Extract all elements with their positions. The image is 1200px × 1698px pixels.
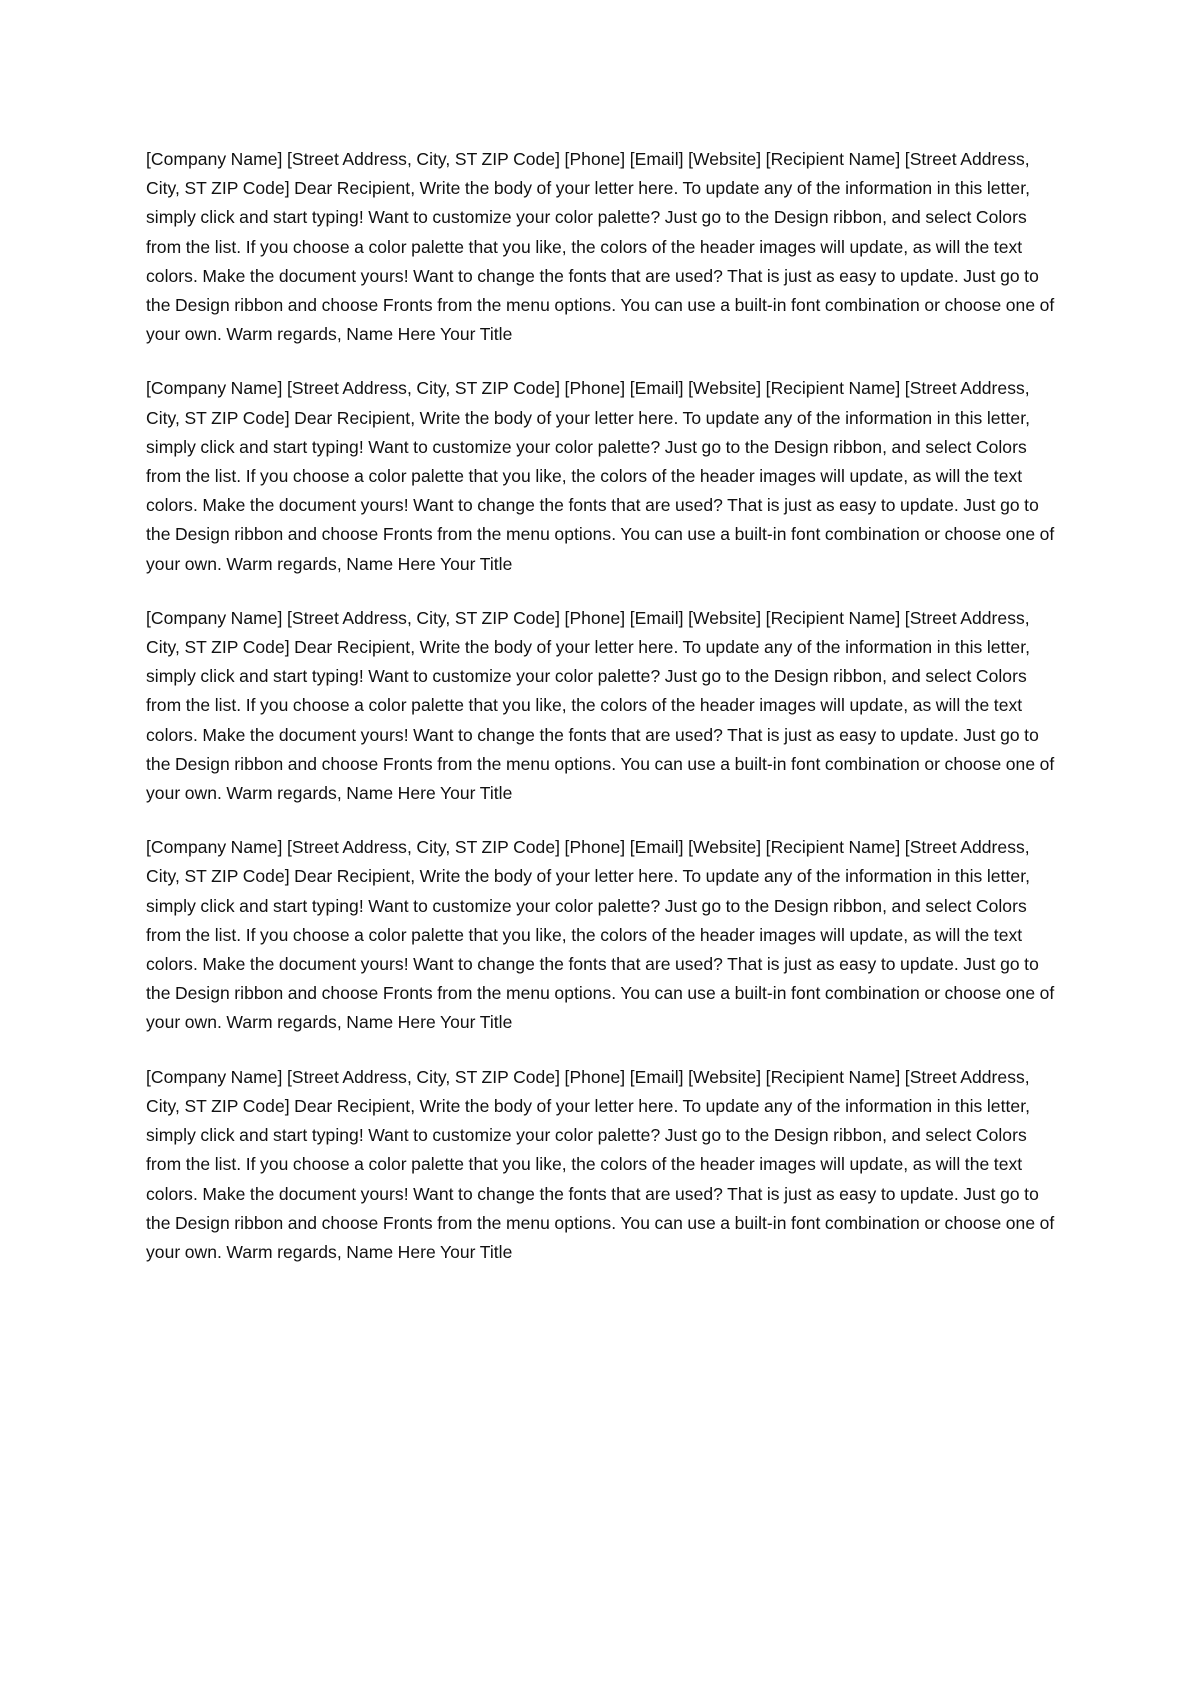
letter-paragraph-4: [Company Name] [Street Address, City, ST ZIP Code] [Phone] [Email] [Website] [Recipient Name] [Street Address, City, ST ZIP Code] Dear Recipient, Write the body of your letter here. To update any of the information in this letter, simply click and start typing! Want to customize your color palette? Just go to the Design ribbon, and select Colors from the list. If you choose a color palette that you like, the colors of the header images will update, as will the text colors. Make the document yours! Want to change the fonts that are used? That is just as easy to update. Just go to the Design ribbon and choose Fronts from the menu options. You can use a built-in font combination or choose one of your own. Warm regards, Name Here Your Title xyxy=(146,837,1055,1033)
letter-paragraph-3: [Company Name] [Street Address, City, ST ZIP Code] [Phone] [Email] [Website] [Recipient Name] [Street Address, City, ST ZIP Code] Dear Recipient, Write the body of your letter here. To update any of the information in this letter, simply click and start typing! Want to customize your color palette? Just go to the Design ribbon, and select Colors from the list. If you choose a color palette that you like, the colors of the header images will update, as will the text colors. Make the document yours! Want to change the fonts that are used? That is just as easy to update. Just go to the Design ribbon and choose Fronts from the menu options. You can use a built-in font combination or choose one of your own. Warm regards, Name Here Your Title xyxy=(146,607,1055,804)
letter-paragraph-2: [Company Name] [Street Address, City, ST ZIP Code] [Phone] [Email] [Website] [Recipient Name] [Street Address, City, ST ZIP Code] Dear Recipient, Write the body of your letter here. To update any of the information in this letter, simply click and start typing! Want to customize your color palette? Just go to the Design ribbon, and select Colors from the list. If you choose a color palette that you like, the colors of the header images will update, as will the text colors. Make the document yours! Want to change the fonts that are used? That is just as easy to update. Just go to the Design ribbon and choose Fronts from the menu options. You can use a built-in font combination or choose one of your own. Warm regards, Name Here Your Title xyxy=(146,378,1055,574)
letter-paragraph-1: [Company Name] [Street Address, City, ST ZIP Code] [Phone] [Email] [Website] [Recipient Name] [Street Address, City, ST ZIP Code] Dear Recipient, Write the body of your letter here. To update any of the information in this letter, simply click and start typing! Want to customize your color palette? Just go to the Design ribbon, and select Colors from the list. If you choose a color palette that you like, the colors of the header images will update, as will the text colors. Make the document yours! Want to change the fonts that are used? That is just as easy to update. Just go to the Design ribbon and choose Fronts from the menu options. You can use a built-in font combination or choose one of your own. Warm regards, Name Here Your Title xyxy=(146,149,1055,345)
letter-paragraph-5: [Company Name] [Street Address, City, ST ZIP Code] [Phone] [Email] [Website] [Recipient Name] [Street Address, City, ST ZIP Code] Dear Recipient, Write the body of your letter here. To update any of the information in this letter, simply click and start typing! Want to customize your color palette? Just go to the Design ribbon, and select Colors from the list. If you choose a color palette that you like, the colors of the header images will update, as will the text colors. Make the document yours! Want to change the fonts that are used? That is just as easy to update. Just go to the Design ribbon and choose Fronts from the menu options. You can use a built-in font combination or choose one of your own. Warm regards, Name Here Your Title xyxy=(146,1066,1055,1262)
